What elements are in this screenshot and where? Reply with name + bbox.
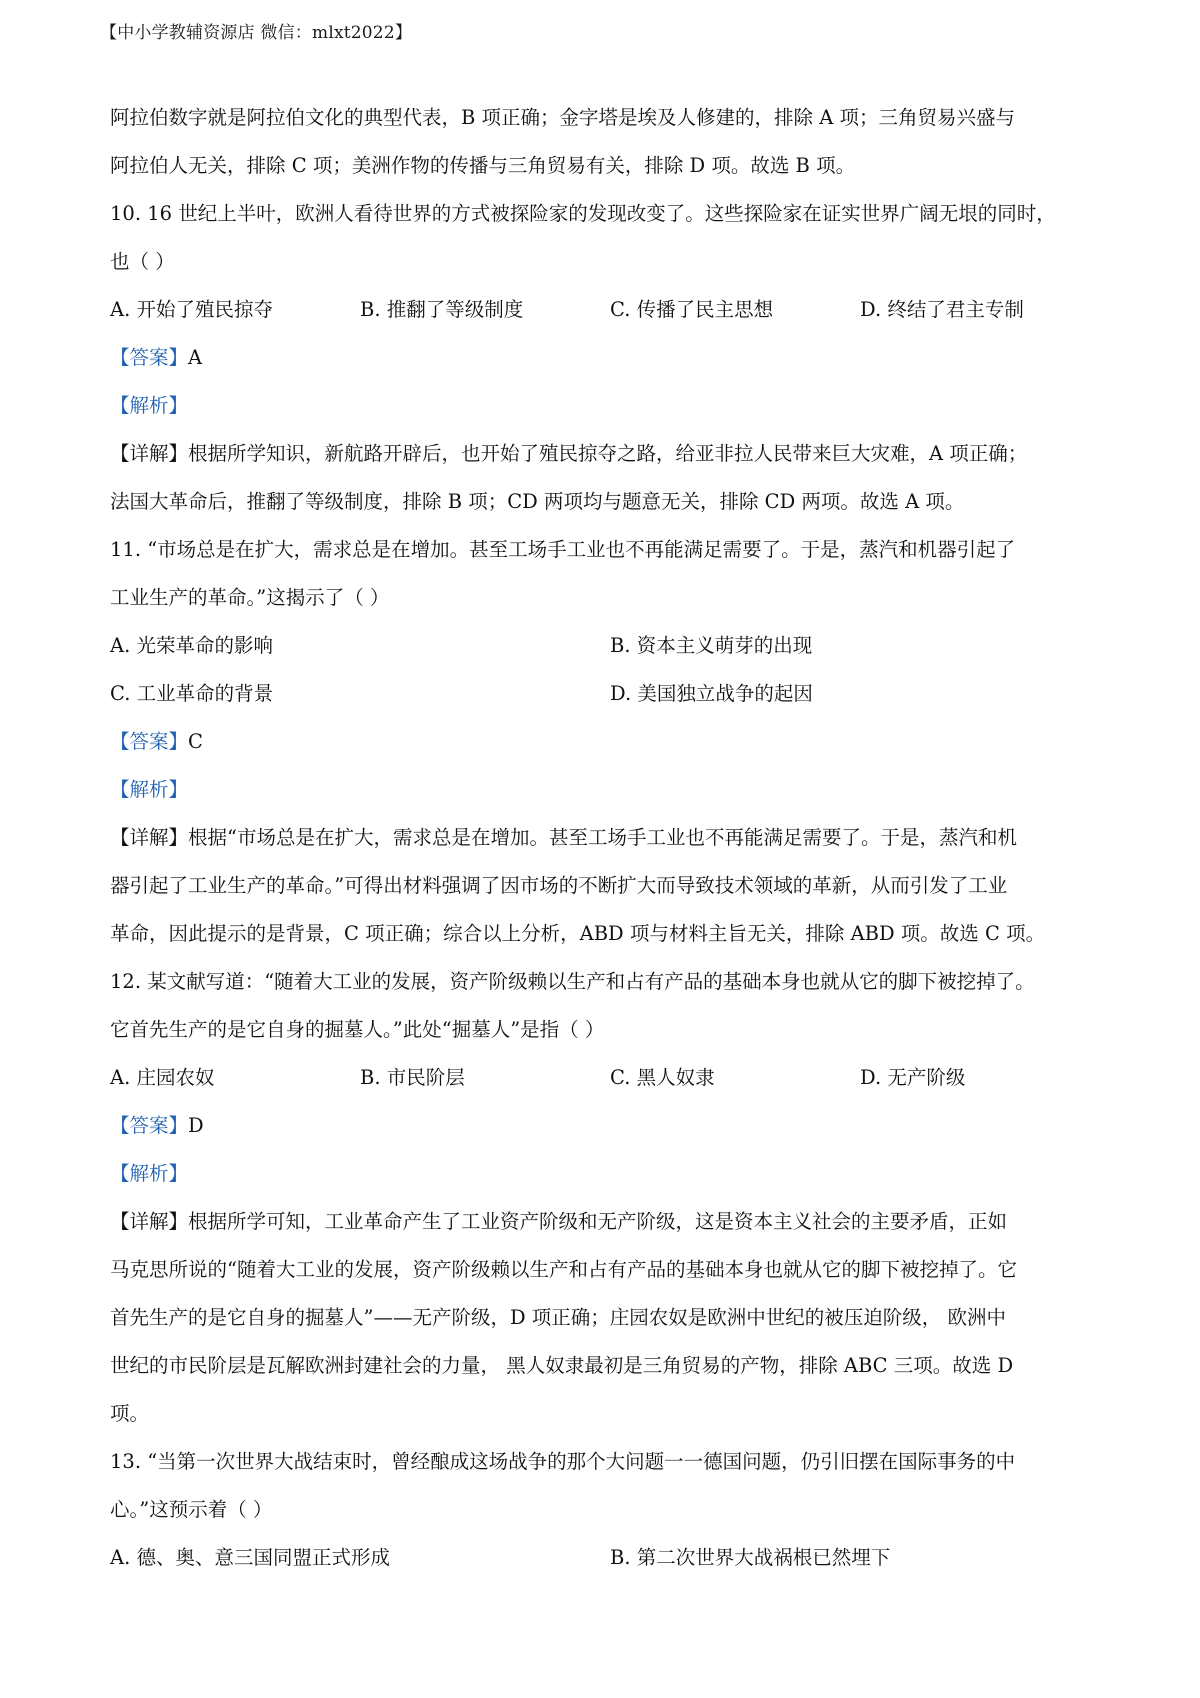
q13-stem-line: 13. “当第一次世界大战结束时，曾经酿成这场战争的那个大问题一一德国问题，仍引旧摆在国际事务的中 [110, 1450, 1016, 1473]
q10-option-c: C. 传播了民主思想 [610, 298, 774, 321]
q9-detail-line: 阿拉伯数字就是阿拉伯文化的典型代表，B 项正确；金字塔是埃及人修建的，排除 A 项；三角贸易兴盛与 [110, 106, 1016, 129]
q12-detail-line: 马克思所说的“随着大工业的发展，资产阶级赖以生产和占有产品的基础本身也就从它的脚下被挖掉了。它 [110, 1258, 1017, 1281]
q11-option-c: C. 工业革命的背景 [110, 682, 274, 705]
q12-detail-line [110, 1198, 1110, 1246]
q10-answer [110, 334, 1110, 382]
q12-detail-line: 首先生产的是它自身的掘墓人”——无产阶级，D 项正确；庄园农奴是欧洲中世纪的被压迫阶级， 欧洲中 [110, 1306, 1007, 1329]
q12-option-d: D. 无产阶级 [860, 1066, 966, 1089]
q11-answer-value: C [188, 730, 203, 753]
q10-detail-text: 根据所学知识，新航路开辟后，也开始了殖民掠夺之路，给亚非拉人民带来巨大灾难，A 项正确； [188, 442, 1028, 465]
q11-detail-line: 器引起了工业生产的革命。”可得出材料强调了因市场的不断扩大而导致技术领域的革新，从而引发了工业 [110, 874, 1008, 897]
detail-label: 【详解】 [110, 826, 189, 849]
detail-label: 【详解】 [110, 1210, 189, 1233]
q11-detail-line: 革命，因此提示的是背景，C 项正确；综合以上分析，ABD 项与材料主旨无关，排除 ABD 项。故选 C 项。 [110, 922, 1046, 945]
q10-stem-line: 10. 16 世纪上半叶，欧洲人看待世界的方式被探险家的发现改变了。这些探险家在证实世界广阔无垠的同时， [110, 202, 1056, 225]
q11-answer [110, 718, 1110, 766]
q13-option-b: B. 第二次世界大战祸根已然埋下 [610, 1546, 891, 1569]
q11-option-d: D. 美国独立战争的起因 [610, 682, 813, 705]
q11-stem-line: 11. “市场总是在扩大，需求总是在增加。甚至工场手工业也不再能满足需要了。于是，蒸汽和机器引起了 [110, 538, 1016, 561]
q12-detail-line: 项。 [110, 1402, 150, 1425]
q11-stem-line: 工业生产的革命。”这揭示了（ ） [110, 586, 390, 609]
q10-option-a: A. 开始了殖民掠夺 [110, 298, 273, 321]
q10-analysis [110, 382, 1110, 430]
document-body [110, 94, 1110, 1582]
q10-detail-line: 法国大革命后，推翻了等级制度，排除 B 项；CD 两项均与题意无关，排除 CD 两项。故选 A 项。 [110, 490, 965, 513]
detail-label: 【详解】 [110, 442, 189, 465]
q10-detail-line [110, 430, 1110, 478]
q12-analysis [110, 1150, 1110, 1198]
q10-stem-line: 也（ ） [110, 250, 175, 273]
q9-detail-line: 阿拉伯人无关，排除 C 项；美洲作物的传播与三角贸易有关，排除 D 项。故选 B 项。 [110, 154, 856, 177]
analysis-label: 【解析】 [110, 1162, 189, 1185]
q13-option-a: A. 德、奥、意三国同盟正式形成 [110, 1546, 390, 1569]
q11-analysis [110, 766, 1110, 814]
q11-detail-text: 根据“市场总是在扩大，需求总是在增加。甚至工场手工业也不再能满足需要了。于是，蒸汽和机 [188, 826, 1017, 849]
q11-options-row [110, 670, 1110, 718]
answer-label: 【答案】 [110, 346, 189, 369]
q12-answer-value: D [188, 1114, 204, 1137]
header-watermark: 【中小学教辅资源店 微信：mlxt2022】 [100, 23, 413, 43]
q11-option-a: A. 光荣革命的影响 [110, 634, 273, 657]
q12-answer [110, 1102, 1110, 1150]
q10-options [110, 286, 1110, 334]
q11-option-b: B. 资本主义萌芽的出现 [610, 634, 813, 657]
q10-option-d: D. 终结了君主专制 [860, 298, 1024, 321]
analysis-label: 【解析】 [110, 778, 189, 801]
analysis-label: 【解析】 [110, 394, 189, 417]
q11-options-row [110, 622, 1110, 670]
q10-option-b: B. 推翻了等级制度 [360, 298, 524, 321]
answer-label: 【答案】 [110, 1114, 189, 1137]
q10-answer-value: A [188, 346, 203, 369]
q12-stem-line: 12. 某文献写道：“随着大工业的发展，资产阶级赖以生产和占有产品的基础本身也就从它的脚下被挖掉了。 [110, 970, 1035, 993]
q12-detail-text: 根据所学可知，工业革命产生了工业资产阶级和无产阶级，这是资本主义社会的主要矛盾，正如 [188, 1210, 1008, 1233]
q12-stem-line: 它首先生产的是它自身的掘墓人。”此处“掘墓人”是指（ ） [110, 1018, 605, 1041]
q13-stem-line: 心。”这预示着（ ） [110, 1498, 273, 1521]
answer-label: 【答案】 [110, 730, 189, 753]
q12-option-c: C. 黑人奴隶 [610, 1066, 715, 1089]
q12-option-b: B. 市民阶层 [360, 1066, 465, 1089]
q12-option-a: A. 庄园农奴 [110, 1066, 215, 1089]
q11-detail-line [110, 814, 1110, 862]
q12-options [110, 1054, 1110, 1102]
q13-options-row [110, 1534, 1110, 1582]
q12-detail-line: 世纪的市民阶层是瓦解欧洲封建社会的力量， 黑人奴隶最初是三角贸易的产物，排除 ABC 三项。故选 D [110, 1354, 1014, 1377]
